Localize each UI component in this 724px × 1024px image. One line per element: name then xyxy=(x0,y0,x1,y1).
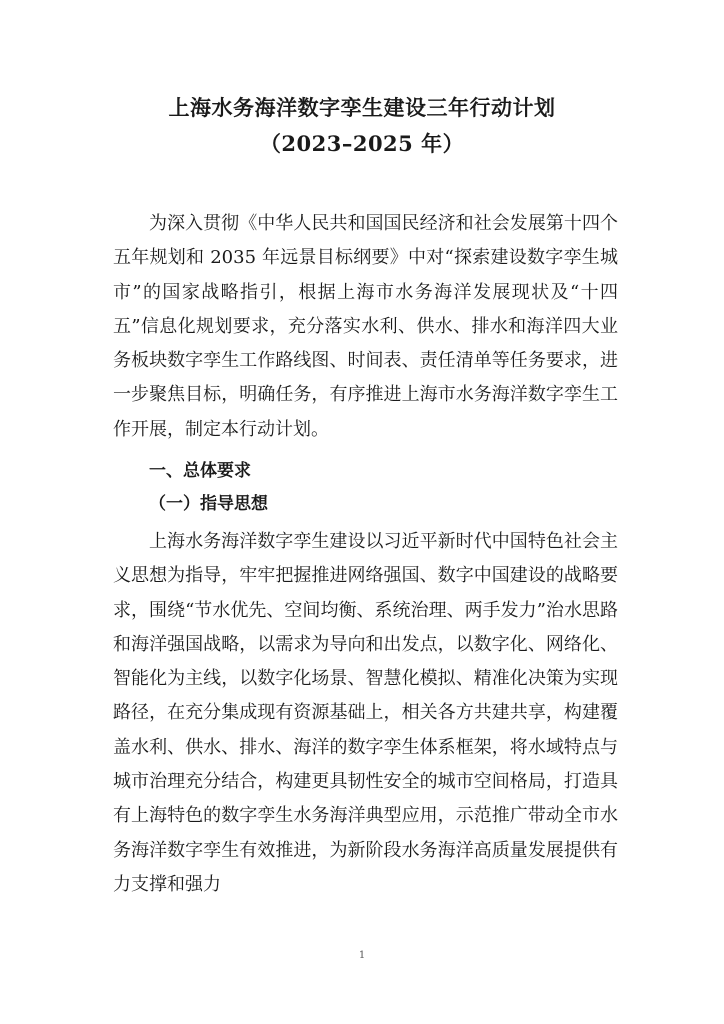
subsection-heading: （一）指导思想 xyxy=(149,494,268,514)
section-heading: 一、总体要求 xyxy=(149,461,251,481)
document-subtitle: （2023–2025 年） xyxy=(259,131,465,156)
intro-paragraph: 为深入贯彻《中华人民共和国国民经济和社会发展第十四个五年规划和 2035 年远景目标纲要》中对“探索建设数字孪生城市”的国家战略指引，根据上海市水务海洋发展现状及“十四五”信息化规划要求，充分落实水利、供水、排水和海洋四大业务板块数字孪生工作路线图、时间表、责任清单等任务要求，进一步聚焦目标，明确任务，有序推进上海市水务海洋数字孪生工作开展，制定本行动计划。 xyxy=(113,213,618,440)
page-number: 1 xyxy=(358,950,366,961)
document-title: 上海水务海洋数字孪生建设三年行动计划 xyxy=(168,95,556,120)
guiding-paragraph: 上海水务海洋数字孪生建设以习近平新时代中国特色社会主义思想为指导，牢牢把握推进网络强国、数字中国建设的战略要求，围绕“节水优先、空间均衡、系统治理、两手发力”治水思路和海洋强国战略，以需求为导向和出发点，以数字化、网络化、智能化为主线，以数字化场景、智慧化模拟、精准化决策为实现路径，在充分集成现有资源基础上，相关各方共建共享，构建覆盖水利、供水、排水、海洋的数字孪生体系框架，将水域特点与城市治理充分结合，构建更具韧性安全的城市空间格局，打造具有上海特色的数字孪生水务海洋典型应用，示范推广带动全市水务海洋数字孪生有效推进，为新阶段水务海洋高质量发展提供有力支撑和强力 xyxy=(113,531,618,895)
